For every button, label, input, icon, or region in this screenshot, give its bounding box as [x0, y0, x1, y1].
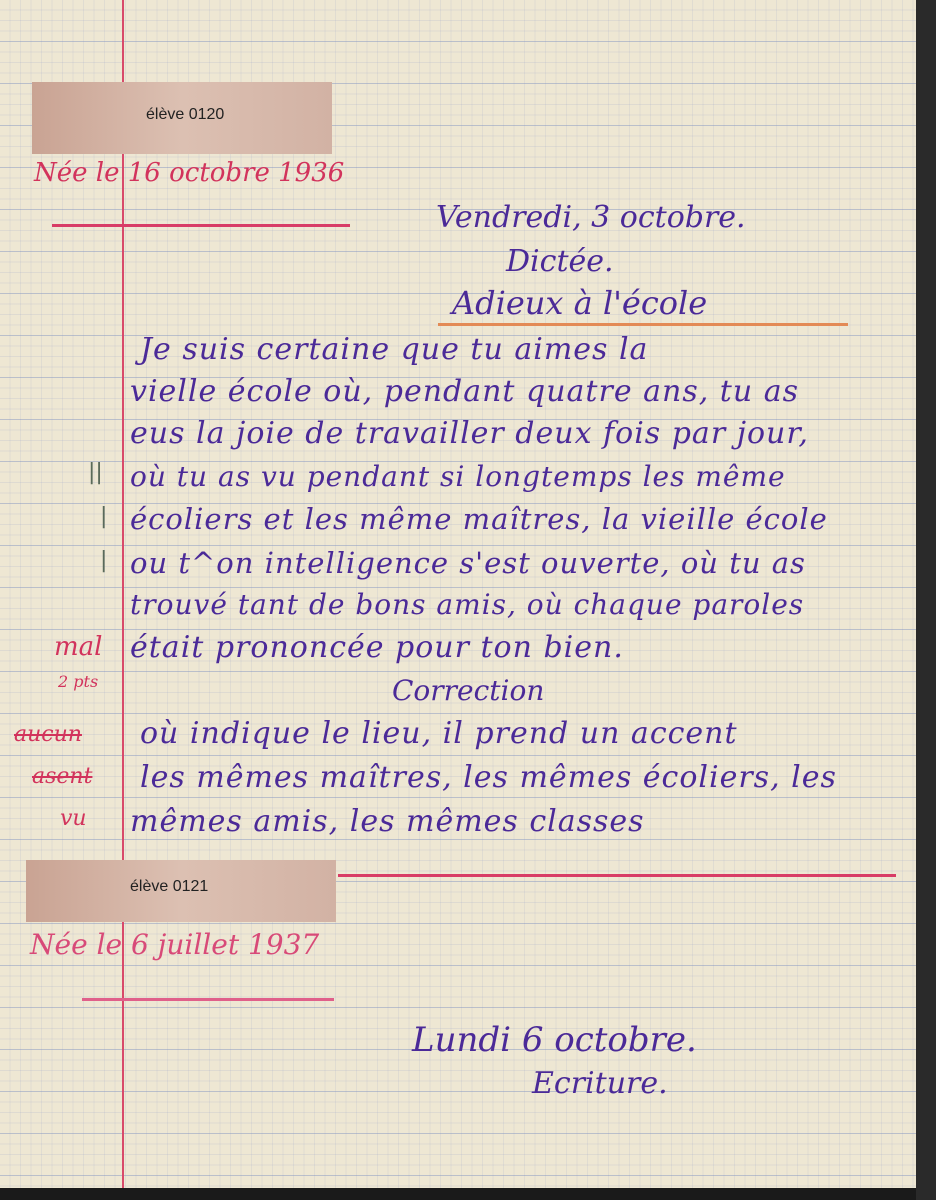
- correction-line: où indique le lieu, il prend un accent: [140, 716, 738, 751]
- student-id-label: élève 0120: [146, 106, 225, 123]
- redaction-box: [32, 82, 332, 154]
- birth-date: Née le 6 juillet 1937: [30, 928, 320, 961]
- margin-tick: |: [100, 548, 108, 573]
- entry-date: Vendredi, 3 octobre.: [436, 200, 746, 235]
- entry-subject: Ecriture.: [532, 1066, 668, 1101]
- grade-word: mal: [54, 632, 103, 662]
- birth-date: Née le 16 octobre 1936: [34, 158, 345, 188]
- correction-line: les mêmes maîtres, les mêmes écoliers, les: [140, 760, 837, 795]
- grade-points: 2 pts: [58, 672, 99, 691]
- divider-rule: [82, 998, 334, 1001]
- margin-tick: |: [100, 504, 108, 529]
- dictation-line: où tu as vu pendant si longtemps les même: [130, 460, 786, 493]
- dictation-line: Je suis certaine que tu aimes la: [140, 332, 649, 367]
- dictation-line: vielle école où, pendant quatre ans, tu as: [130, 374, 799, 409]
- dictation-line: écoliers et les même maîtres, la vieille école: [130, 502, 828, 536]
- dictation-line: eus la joie de travailler deux fois par jour,: [130, 416, 809, 451]
- divider-rule: [338, 874, 896, 877]
- correction-line: mêmes amis, les mêmes classes: [130, 804, 645, 839]
- margin-tick: ||: [88, 460, 103, 485]
- divider-rule: [52, 224, 350, 227]
- dictation-line: trouvé tant de bons amis, où chaque paroles: [130, 588, 805, 621]
- page-edge: [916, 0, 936, 1200]
- student-id-label: élève 0121: [130, 878, 209, 895]
- correction-heading: Correction: [392, 674, 545, 707]
- redaction-box: [26, 860, 336, 922]
- entry-date: Lundi 6 octobre.: [412, 1020, 697, 1060]
- title-underline: [438, 323, 848, 326]
- dictation-line: ou t^on intelligence s'est ouverte, où tu as: [130, 546, 806, 580]
- dictation-title: Adieux à l'école: [452, 284, 708, 322]
- dictation-line: était prononcée pour ton bien.: [130, 630, 624, 665]
- margin-correction: aucun: [14, 722, 82, 747]
- margin-correction: asent: [32, 764, 93, 789]
- margin-correction: vu: [60, 806, 87, 831]
- entry-subject: Dictée.: [506, 244, 614, 279]
